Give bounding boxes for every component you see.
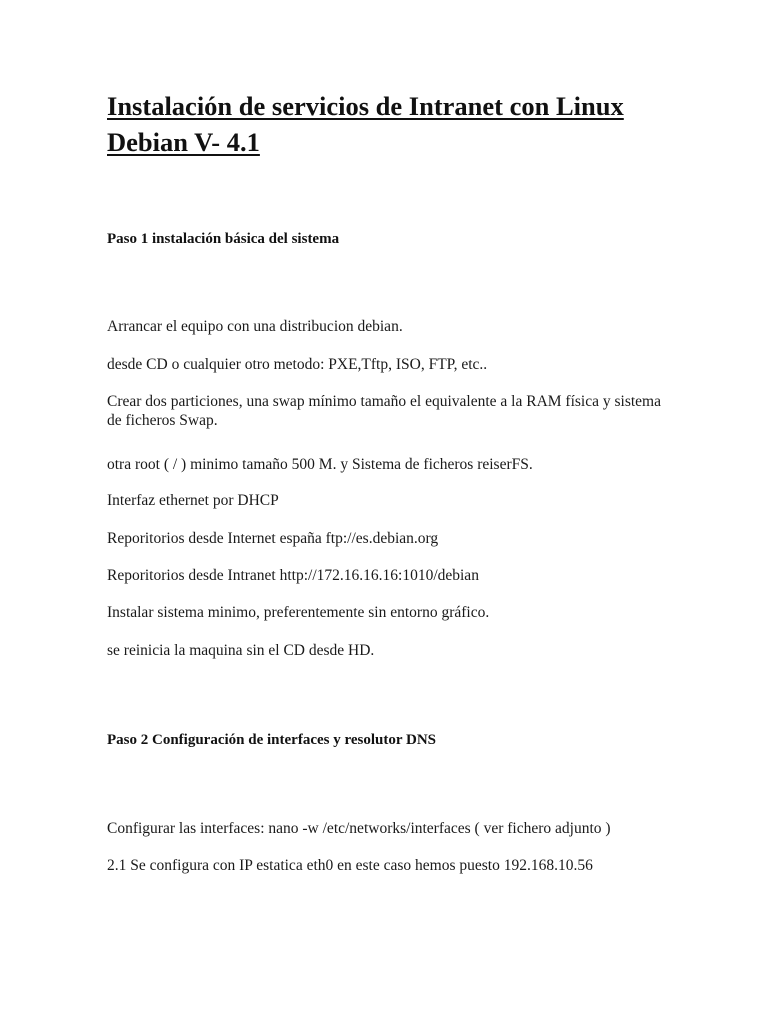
- step1-paragraph-8: Instalar sistema minimo, preferentemente sin entorno gráfico.: [107, 604, 490, 621]
- step2-heading: Paso 2 Configuración de interfaces y resolutor DNS: [107, 732, 437, 748]
- document-title: Instalación de servicios de Intranet con Linux Debian V- 4.1: [107, 91, 624, 157]
- step1-paragraph-2: desde CD o cualquier otro metodo: PXE,Tftp, ISO, FTP, etc..: [107, 356, 488, 373]
- step1-paragraph-1: Arrancar el equipo con una distribucion debian.: [107, 318, 403, 335]
- step1-paragraph-3: Crear dos particiones, una swap mínimo tamaño el equivalente a la RAM física y sistema de ficheros Swap.: [107, 393, 661, 429]
- step2-paragraph-1: Configurar las interfaces: nano -w /etc/networks/interfaces ( ver fichero adjunto ): [107, 820, 611, 837]
- step1-heading: Paso 1 instalación básica del sistema: [107, 231, 340, 247]
- step1-paragraph-7: Reporitorios desde Intranet http://172.16.16.16:1010/debian: [107, 567, 479, 584]
- step1-paragraph-5: Interfaz ethernet por DHCP: [107, 492, 279, 509]
- step1-paragraph-4: otra root ( / ) minimo tamaño 500 M. y Sistema de ficheros reiserFS.: [107, 456, 533, 473]
- step1-paragraph-9: se reinicia la maquina sin el CD desde HD.: [107, 642, 375, 659]
- step1-paragraph-6: Reporitorios desde Internet españa ftp://es.debian.org: [107, 530, 439, 547]
- step2-paragraph-2: 2.1 Se configura con IP estatica eth0 en este caso hemos puesto 192.168.10.56: [107, 857, 593, 874]
